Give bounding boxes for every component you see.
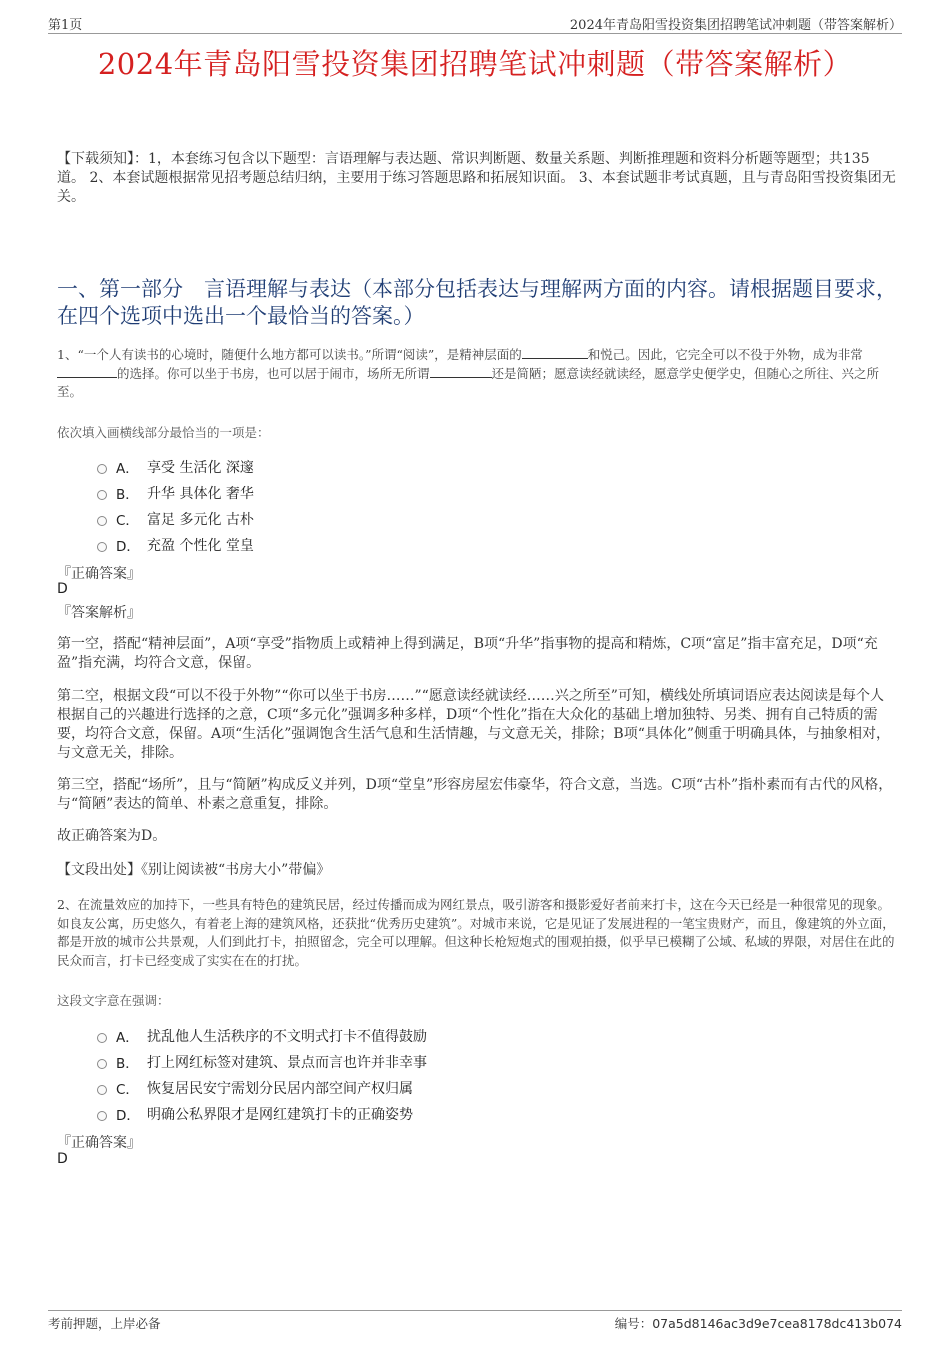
- option-text: 恢复居民安宁需划分民居内部空间产权归属: [147, 1081, 413, 1097]
- option-text: 富足 多元化 古朴: [147, 512, 254, 528]
- option-letter: A．: [116, 1030, 139, 1046]
- q1-option-c[interactable]: [97, 509, 254, 529]
- download-notice: 【下载须知】：1，本套练习包含以下题型：言语理解与表达题、常识判断题、数量关系题、判断推理题和资料分析题等题型；共135道。 2、本套试题根据常见招考题总结归纳，主要用于练习答题思路和拓展知识面。 3、本套试题非考试真题，且与青岛阳雪投资集团无关。: [57, 151, 896, 205]
- q2-option-b[interactable]: [97, 1052, 427, 1072]
- header-doc-title: 2024年青岛阳雪投资集团招聘笔试冲刺题（带答案解析）: [569, 18, 902, 33]
- q1-analysis-paragraph-4: 故正确答案为D。: [57, 828, 167, 844]
- document-title: 2024年青岛阳雪投资集团招聘笔试冲刺题（带答案解析）: [97, 47, 853, 81]
- radio-icon[interactable]: [97, 464, 107, 474]
- q2-answer: D: [57, 1151, 68, 1167]
- radio-icon[interactable]: [97, 542, 107, 552]
- footer-divider: [48, 1310, 902, 1311]
- radio-icon[interactable]: [97, 1059, 107, 1069]
- question-1-text-part-2: 和悦己。因此，它完全可以不役于外物，成为非常: [587, 347, 863, 362]
- option-text: 打上网红标签对建筑、景点而言也许并非幸事: [147, 1055, 427, 1071]
- radio-icon[interactable]: [97, 516, 107, 526]
- blank-3: [430, 365, 492, 378]
- radio-icon[interactable]: [97, 1085, 107, 1095]
- question-2-stem: 2、在流量效应的加持下，一些具有特色的建筑民居，经过传播而成为网红景点，吸引游客和摄影爱好者前来打卡，这在今天已经是一种很常见的现象。如良友公寓，历史悠久，有着老上海的建筑风格，还获批“优秀历史建筑”。对城市来说，它是见证了发展进程的一笔宝贵财产，而且，像建筑的外立面，都是开放的城市公共景观，人们到此打卡，拍照留念，完全可以理解。但这种长枪短炮式的围观拍摄，似乎早已模糊了公域、私域的界限，对居住在此的民众而言，打卡已经变成了实实在在的打扰。: [57, 897, 895, 968]
- option-letter: C．: [116, 513, 139, 529]
- q2-answer-label: 『正确答案』: [57, 1135, 141, 1151]
- q2-option-d[interactable]: [97, 1104, 413, 1124]
- q1-analysis-paragraph-1: 第一空，搭配“精神层面”，A项“享受”指物质上或精神上得到满足，B项“升华”指事物的提高和精炼，C项“富足”指丰富充足，D项“充盈”指充满，均符合文意，保留。: [57, 636, 878, 671]
- question-1-stem: [57, 346, 895, 402]
- question-1-text-part-3: 的选择。你可以坐于书房，也可以居于闹市，场所无所谓: [117, 365, 430, 381]
- radio-icon[interactable]: [97, 490, 107, 500]
- footer-code-label: 编号：: [614, 1316, 653, 1331]
- option-letter: D．: [116, 1108, 140, 1124]
- option-text: 扰乱他人生活秩序的不文明式打卡不值得鼓励: [147, 1029, 427, 1045]
- blank-2: [57, 365, 117, 378]
- footer-code-value: 07a5d8146ac3d9e7cea8178dc413b074: [652, 1316, 902, 1331]
- q1-source: 【文段出处】《别让阅读被“书房大小”带偏》: [57, 862, 331, 878]
- q1-analysis-label: 『答案解析』: [57, 605, 141, 621]
- option-letter: A．: [116, 461, 139, 477]
- q1-answer-label: 『正确答案』: [57, 566, 141, 582]
- q1-option-b[interactable]: [97, 483, 254, 503]
- option-letter: C．: [116, 1082, 139, 1098]
- option-letter: B．: [116, 1056, 139, 1072]
- page-number: 第1页: [48, 18, 83, 33]
- q1-analysis-paragraph-2: 第二空，根据文段“可以不役于外物”“你可以坐于书房……”“愿意读经就读经……兴之所至”可知，横线处所填词语应表达阅读是每个人根据自己的兴趣进行选择的之意，C项“多元化”强调多种多样，D项“个性化”指在大众化的基础上增加独特、另类、拥有自己特质的需要，均符合文意，保留。A项“生活化”强调饱含生活气息和生活情趣，与文意无关，排除；B项“具体化”侧重于明确具体，与抽象相对，与文意无关，排除。: [57, 688, 891, 761]
- option-text: 升华 具体化 奢华: [147, 486, 254, 502]
- footer-code: [615, 1314, 902, 1332]
- option-letter: D．: [116, 539, 140, 555]
- blank-1: [522, 346, 588, 359]
- question-1-text-part-1: 1、“一个人有读书的心境时，随便什么地方都可以读书。”所谓“阅读”，是精神层面的: [57, 347, 522, 362]
- q1-option-d[interactable]: [97, 535, 254, 555]
- question-1-text-part-4: 还是简陋；愿意读经就读经，愿意学史便学史，但随心之所往、兴之所至。: [57, 365, 880, 399]
- q2-option-c[interactable]: [97, 1078, 413, 1098]
- radio-icon[interactable]: [97, 1111, 107, 1121]
- footer-slogan: 考前押题，上岸必备: [48, 1316, 161, 1331]
- radio-icon[interactable]: [97, 1033, 107, 1043]
- option-text: 享受 生活化 深邃: [147, 460, 254, 476]
- option-text: 充盈 个性化 堂皇: [147, 538, 254, 554]
- header-divider: [48, 33, 902, 34]
- q1-option-a[interactable]: [97, 457, 254, 477]
- option-letter: B．: [116, 487, 139, 503]
- q1-analysis-paragraph-3: 第三空，搭配“场所”，且与“简陋”构成反义并列，D项“堂皇”形容房屋宏伟豪华，符合文意，当选。C项“古朴”指朴素而有古代的风格，与“简陋”表达的简单、朴素之意重复，排除。: [57, 777, 893, 812]
- section-heading: 一、第一部分 言语理解与表达（本部分包括表达与理解两方面的内容。请根据题目要求，在四个选项中选出一个最恰当的答案。）: [57, 277, 897, 328]
- q1-answer: D: [57, 581, 68, 597]
- question-2-instruction: 这段文字意在强调：: [57, 993, 170, 1008]
- option-text: 明确公私界限才是网红建筑打卡的正确姿势: [147, 1107, 413, 1123]
- question-1-instruction: 依次填入画横线部分最恰当的一项是：: [57, 425, 270, 440]
- q2-option-a[interactable]: [97, 1026, 427, 1046]
